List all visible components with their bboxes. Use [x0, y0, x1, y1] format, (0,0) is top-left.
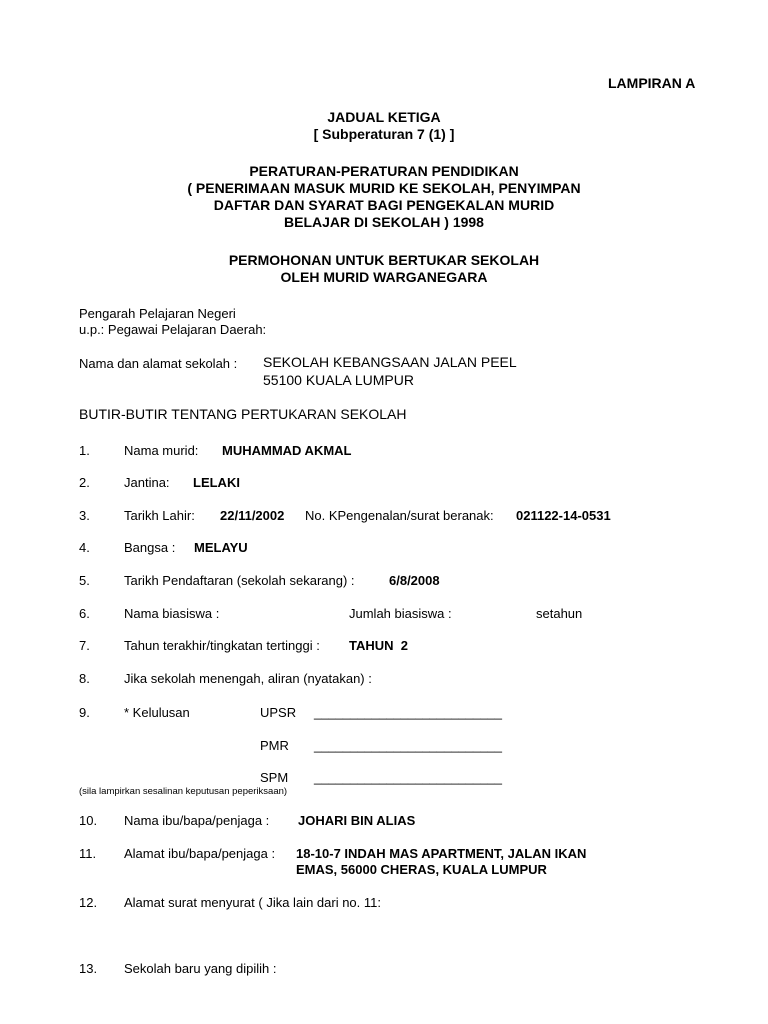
item-number: 7. — [79, 638, 90, 653]
guardian-name-label: Nama ibu/bapa/penjaga : — [124, 813, 270, 828]
schedule-heading — [0, 109, 768, 143]
ic-number-value: 021122-14-0531 — [516, 508, 611, 523]
form-title-line: OLEH MURID WARGANEGARA — [280, 269, 488, 285]
item-number: 2. — [79, 475, 90, 490]
race-label: Bangsa : — [124, 540, 176, 555]
gender-value: LELAKI — [193, 475, 240, 490]
subperaturan-ref: [ Subperaturan 7 (1) ] — [313, 126, 455, 142]
ic-number-label: No. KPengenalan/surat beranak: — [305, 508, 494, 523]
section-heading: BUTIR-BUTIR TENTANG PERTUKARAN SEKOLAH — [79, 406, 407, 422]
registration-date-value: 6/8/2008 — [389, 573, 440, 588]
addressee-line2: u.p.: Pegawai Pelajaran Daerah: — [79, 322, 267, 337]
form-title-line: PERMOHONAN UNTUK BERTUKAR SEKOLAH — [228, 252, 540, 268]
item-number: 9. — [79, 705, 90, 720]
mailing-address-label: Alamat surat menyurat ( Jika lain dari no. 11: — [124, 895, 381, 910]
item-number: 10. — [79, 813, 98, 828]
exam-pmr-label: PMR — [260, 738, 289, 753]
item-number: 13. — [79, 961, 98, 976]
guardian-address-line2: EMAS, 56000 CHERAS, KUALA LUMPUR — [296, 862, 547, 877]
guardian-address-line1: 18-10-7 INDAH MAS APARTMENT, JALAN IKAN — [296, 846, 587, 861]
item-number: 1. — [79, 443, 90, 458]
item-number: 8. — [79, 671, 90, 686]
exam-upsr-label: UPSR — [260, 705, 297, 720]
regulation-title — [0, 163, 768, 231]
exam-spm-label: SPM — [260, 770, 289, 785]
regulation-title-line: BELAJAR DI SEKOLAH ) 1998 — [284, 214, 484, 230]
attachment-note: (sila lampirkan sesalinan keputusan peperiksaan) — [79, 786, 288, 797]
school-address: 55100 KUALA LUMPUR — [263, 372, 414, 388]
item-number: 4. — [79, 540, 90, 555]
regulation-title-line: DAFTAR DAN SYARAT BAGI PENGEKALAN MURID — [213, 197, 555, 213]
gender-label: Jantina: — [124, 475, 170, 490]
guardian-address-label: Alamat ibu/bapa/penjaga : — [124, 846, 276, 861]
stream-label: Jika sekolah menengah, aliran (nyatakan) : — [124, 671, 372, 686]
birth-date-label: Tarikh Lahir: — [124, 508, 195, 523]
item-number: 11. — [79, 846, 97, 861]
qualification-label: * Kelulusan — [124, 705, 190, 720]
exam-pmr-blank: __________________________ — [314, 738, 502, 753]
form-title — [0, 252, 768, 286]
item-number: 12. — [79, 895, 98, 910]
guardian-name-value: JOHARI BIN ALIAS — [298, 813, 416, 828]
addressee-line1: Pengarah Pelajaran Negeri — [79, 306, 236, 321]
regulation-title-line: ( PENERIMAAN MASUK MURID KE SEKOLAH, PENYIMPAN — [187, 180, 581, 196]
school-label: Nama dan alamat sekolah : — [79, 356, 238, 371]
scholarship-name-label: Nama biasiswa : — [124, 606, 220, 621]
new-school-label: Sekolah baru yang dipilih : — [124, 961, 277, 976]
regulation-title-line: PERATURAN-PERATURAN PENDIDIKAN — [249, 163, 519, 179]
item-number: 6. — [79, 606, 90, 621]
birth-date-value: 22/11/2002 — [220, 508, 285, 523]
last-year-value: TAHUN 2 — [349, 638, 408, 653]
exam-upsr-blank: __________________________ — [314, 705, 502, 720]
item-number: 5. — [79, 573, 90, 588]
exam-spm-blank: __________________________ — [314, 770, 502, 785]
scholarship-amount-label: Jumlah biasiswa : — [349, 606, 452, 621]
item-number: 3. — [79, 508, 90, 523]
jadual-title: JADUAL KETIGA — [327, 109, 441, 125]
registration-date-label: Tarikh Pendaftaran (sekolah sekarang) : — [124, 573, 355, 588]
lampiran-label: LAMPIRAN A — [608, 75, 696, 91]
last-year-label: Tahun terakhir/tingkatan tertinggi : — [124, 638, 320, 653]
student-name-value: MUHAMMAD AKMAL — [222, 443, 352, 458]
student-name-label: Nama murid: — [124, 443, 199, 458]
school-name: SEKOLAH KEBANGSAAN JALAN PEEL — [263, 354, 517, 370]
race-value: MELAYU — [194, 540, 248, 555]
per-year-label: setahun — [536, 606, 583, 621]
